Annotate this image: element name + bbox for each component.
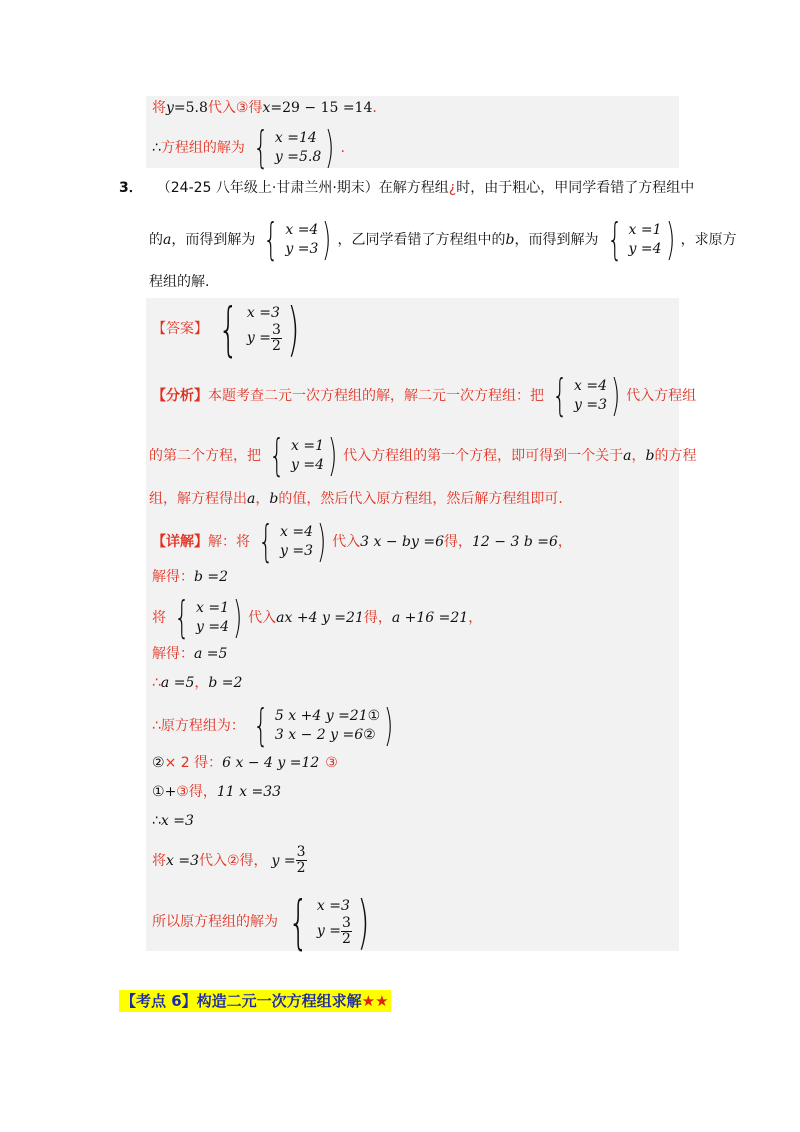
fraction: $\frac{3}{2}$: [296, 844, 306, 876]
detail-line-9: ∴ x =3: [152, 813, 194, 829]
problem-line-1: 3． （24-25 八年级上·甘肃兰州·期末）在解方程组 ¿ 时，由于粗心，甲同学看错了方程组中: [119, 180, 695, 196]
detail-line-1: 【详解】 解：将 { x =4 y =3 ) 代入 3 x − by =6 得， 12 − 3 b =6 ，: [152, 516, 572, 567]
detail-line-5: ∴ a =5 ， b =2: [152, 675, 243, 691]
detail-line-6: ∴ 原方程组为： { 5 x +4 y =21① 3 x − 2 y =6② ): [152, 704, 399, 748]
section-heading: 【考点 6】构造二元一次方程组求解★★: [121, 992, 389, 1010]
answer-line: 【答案】 { x =3 y = $\frac{3}{2}$ ): [152, 300, 307, 358]
detail-line-7: ② × 2 得： 6 x − 4 y =12 ③: [152, 755, 338, 771]
equation-system: { x =14 y =5.8 ): [253, 122, 335, 173]
equation-system: { x =1 y =4 ): [269, 430, 338, 481]
star-icon: ★★: [361, 992, 389, 1010]
detail-line-4: 解得： a =5: [152, 646, 228, 662]
equation-system: { x =4 y =3 ): [258, 516, 327, 567]
equation-system: { x =3 y = $\frac{3}{2}$ ): [218, 295, 300, 363]
equation-system: { 5 x +4 y =21① 3 x − 2 y =6② ): [253, 700, 394, 751]
problem-line-3: 程组的解.: [149, 274, 210, 290]
analysis-line-1: 【分析】 本题考查二元一次方程组的解，解二元一次方程组：把 { x =4 y =3 ) 代入方程组: [152, 370, 697, 421]
detail-line-8: ① + ③ 得， 11 x =33: [152, 784, 282, 800]
problem-line-2: 的 a ，而得到解为 { x =4 y =3 ) ，乙同学看错了方程组中的 b ，而得到解为 { x =1 y =4 ) ，求原方: [149, 214, 737, 265]
analysis-line-3: 组，解方程得出 a ， b 的值，然后代入原方程组，然后解方程组即可.: [149, 491, 563, 507]
equation-system: { x =1 y =4 ): [174, 592, 243, 643]
prev-line-1: 将 y =5.8 代入 ③ 得 x =29 − 15 =14 .: [152, 100, 377, 116]
equation-system: { x =3 y = $\frac{3}{2}$ ): [288, 888, 370, 956]
equation-system: { x =4 y =3 ): [263, 214, 332, 265]
detail-line-3: 将 { x =1 y =4 ) 代入 ax +4 y =21 得， a +16 =21 ，: [152, 592, 483, 643]
detail-line-10: 将 x =3 代入 ② 得， y = $\frac{3}{2}$: [152, 844, 306, 876]
detail-line-11: 所以原方程组的解为 { x =3 y = $\frac{3}{2}$ ): [152, 893, 377, 951]
equation-system: { x =4 y =3 ): [552, 370, 621, 421]
analysis-line-2: 的第二个方程，把 { x =1 y =4 ) 代入方程组的第一个方程，即可得到一个关于 a ， b 的方程: [149, 430, 697, 481]
detail-line-2: 解得： b =2: [152, 569, 229, 585]
prev-line-2: ∴ 方程组的解为 { x =14 y =5.8 ) .: [152, 122, 345, 173]
equation-system: { x =1 y =4 ): [606, 214, 675, 265]
